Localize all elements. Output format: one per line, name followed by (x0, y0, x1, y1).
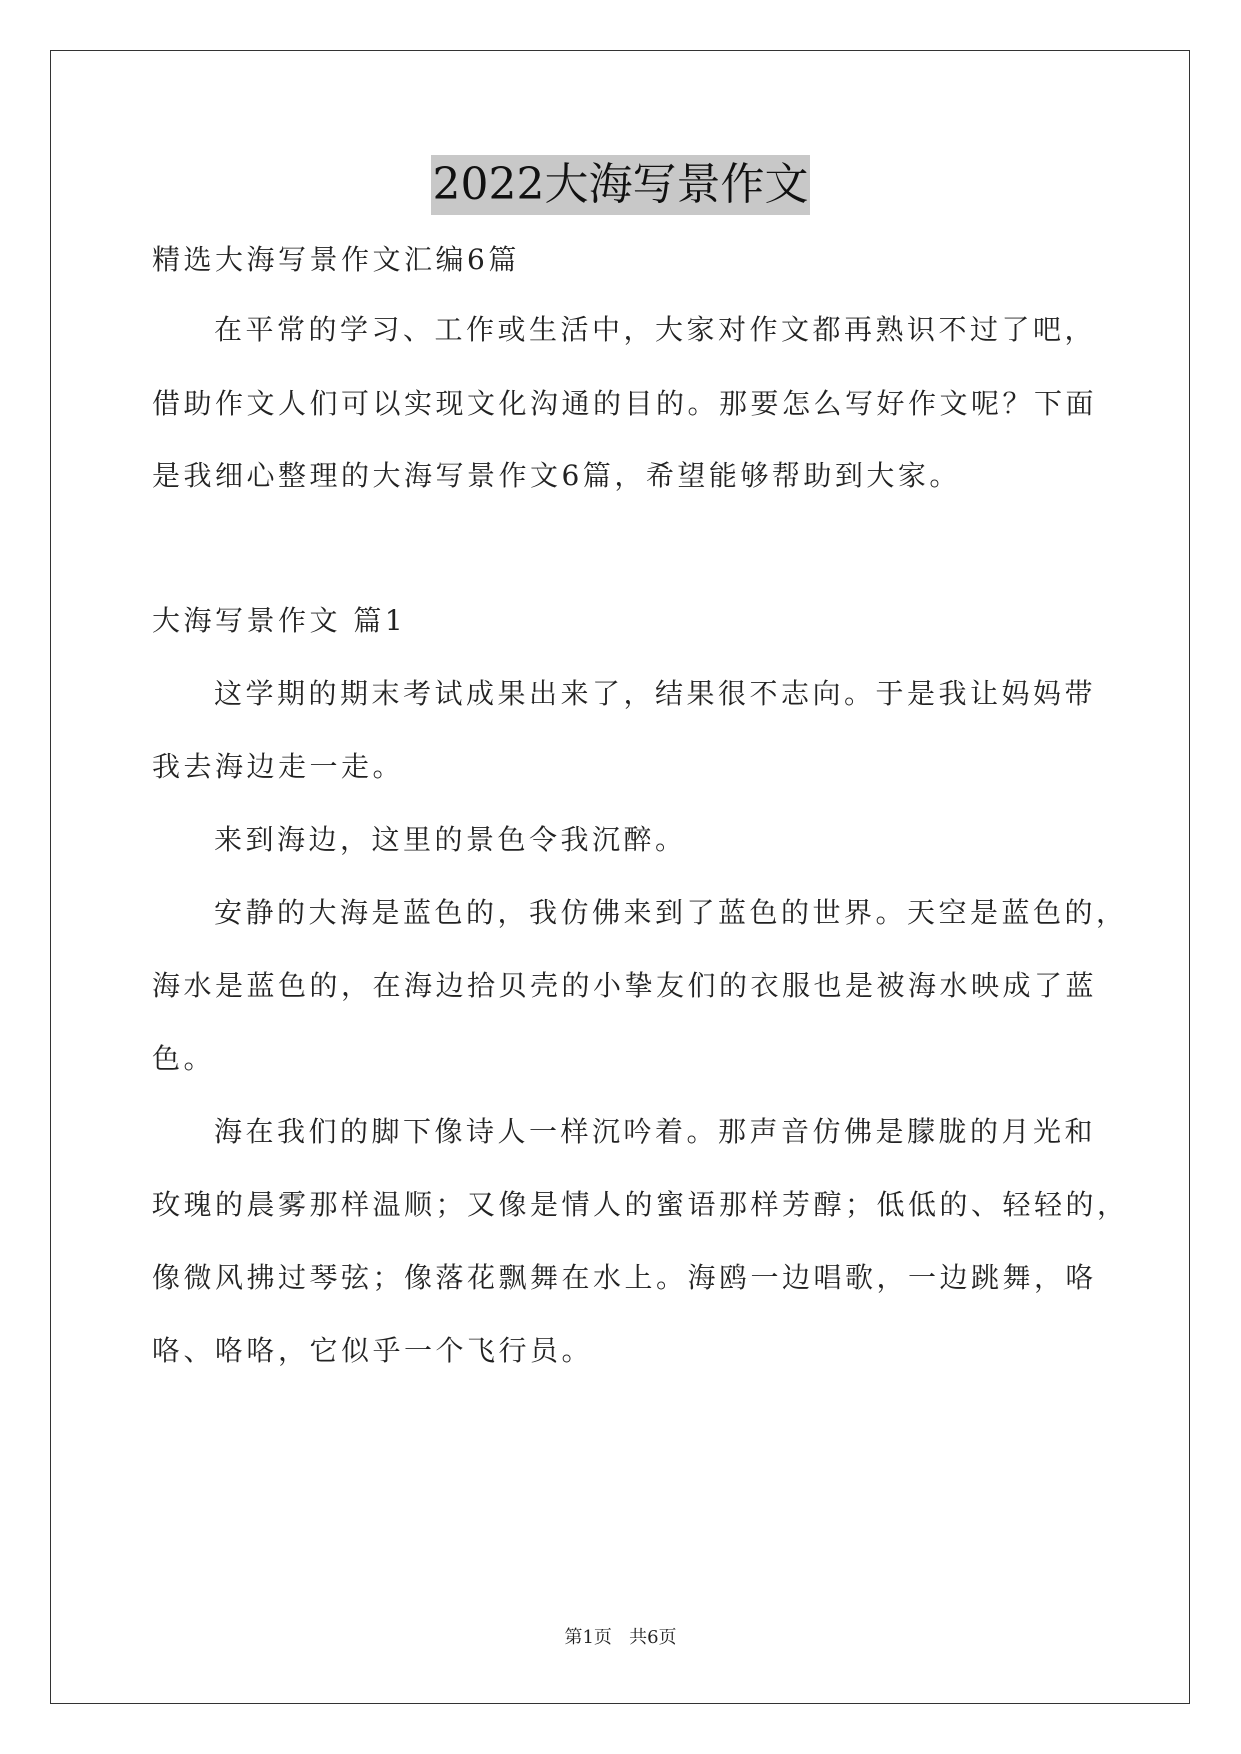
page-border (50, 50, 1190, 1704)
paragraph-line: 这学期的期末考试成果出来了，结果很不志向。于是我让妈妈带 (214, 677, 1097, 710)
paragraph-line: 海水是蓝色的，在海边拾贝壳的小挚友们的衣服也是被海水映成了蓝 (152, 969, 1098, 1002)
intro-line-2: 借助作文人们可以实现文化沟通的目的。那要怎么写好作文呢？下面 (152, 387, 1098, 420)
paragraph-line: 咯、咯咯，它似乎一个飞行员。 (152, 1334, 594, 1367)
paragraph-line: 色。 (152, 1042, 216, 1075)
paragraph-line: 玫瑰的晨雾那样温顺；又像是情人的蜜语那样芳醇；低低的、轻轻的， (152, 1188, 1129, 1221)
paragraph-line: 来到海边，这里的景色令我沉醉。 (214, 823, 687, 856)
document-subtitle: 精选大海写景作文汇编6篇 (152, 243, 520, 276)
title-wrapper (0, 155, 1241, 215)
intro-line-1: 在平常的学习、工作或生活中，大家对作文都再熟识不过了吧， (214, 313, 1097, 346)
section-heading: 大海写景作文 篇1 (152, 604, 407, 637)
document-title: 2022大海写景作文 (431, 155, 811, 215)
paragraph-line: 我去海边走一走。 (152, 750, 405, 783)
paragraph-line: 安静的大海是蓝色的，我仿佛来到了蓝色的世界。天空是蓝色的， (214, 896, 1128, 929)
intro-line-3: 是我细心整理的大海写景作文6篇，希望能够帮助到大家。 (152, 459, 961, 492)
paragraph-line: 海在我们的脚下像诗人一样沉吟着。那声音仿佛是朦胧的月光和 (214, 1115, 1097, 1148)
page-footer: 第1页 共6页 (564, 1627, 677, 1648)
paragraph-line: 像微风拂过琴弦；像落花飘舞在水上。海鸥一边唱歌，一边跳舞，咯 (152, 1261, 1098, 1294)
